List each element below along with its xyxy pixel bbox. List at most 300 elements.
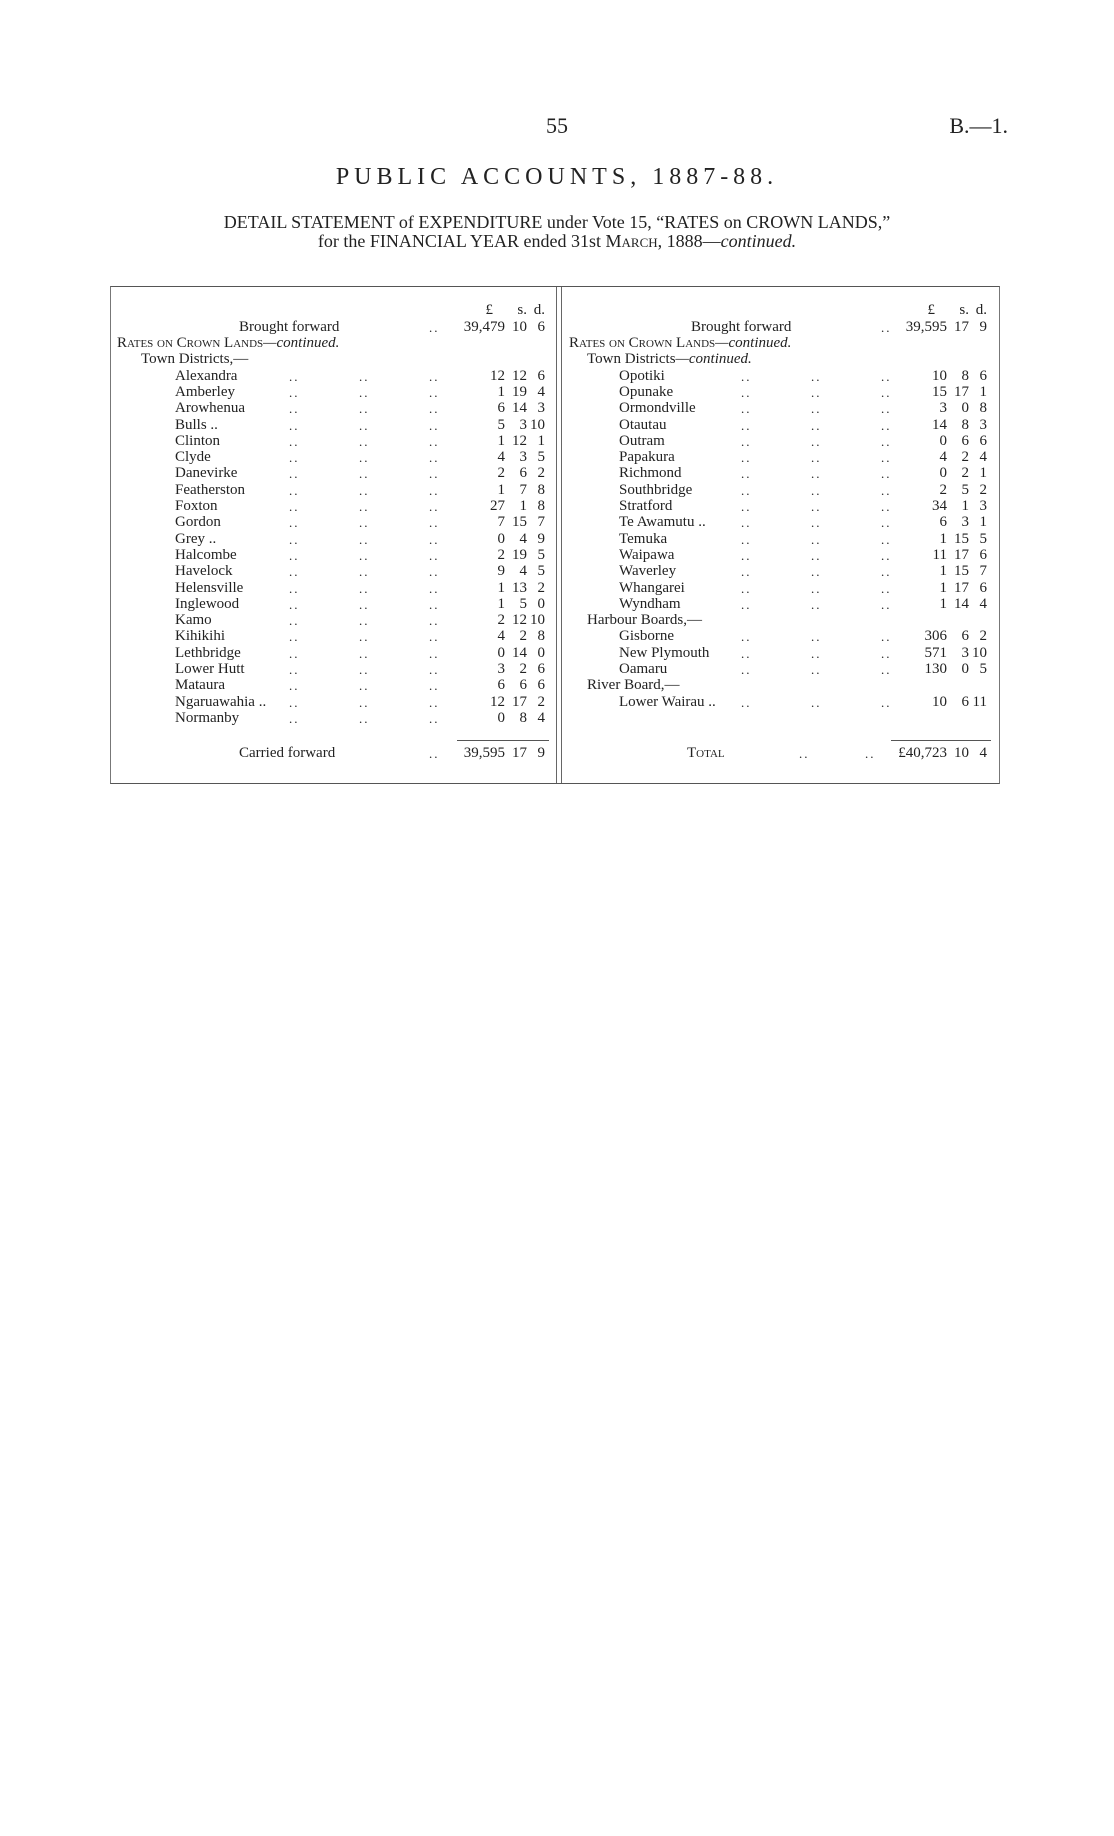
ledger-row [111, 531, 557, 548]
leader-dots: .. [359, 564, 370, 580]
leader-dots: .. [811, 645, 822, 661]
ledger-row [563, 694, 999, 711]
page-code: B.—1. [949, 113, 1008, 138]
amount-pence: 7 [537, 514, 545, 531]
amount-shillings: 14 [512, 644, 527, 661]
ledger-row [563, 482, 999, 499]
leader-dots: .. [289, 694, 300, 710]
carried-forward-amount [455, 745, 545, 762]
amount-pounds: 12 [490, 693, 505, 710]
amount-pounds: 34 [932, 498, 947, 514]
amount-shillings: 6 [519, 465, 527, 482]
leader-dots: .. [811, 384, 822, 400]
amount-pence: 1 [979, 465, 987, 482]
ledger-row [111, 417, 557, 434]
row-name: Alexandra [175, 367, 238, 384]
row-name: Lower Hutt [175, 661, 245, 677]
row-amount [897, 596, 987, 613]
total-label: Total [687, 745, 725, 761]
leader-dots: .. [359, 466, 370, 482]
row-name: Havelock [175, 563, 233, 580]
amount-pence: 6 [979, 432, 987, 449]
leader-dots: .. [741, 466, 752, 482]
amount-pounds: 1 [497, 481, 505, 498]
amount-pounds: 39,595 [463, 745, 505, 761]
amount-pounds: 0 [939, 432, 947, 449]
amount-pence: 5 [979, 661, 987, 677]
amount-shillings: 8 [961, 367, 969, 384]
amount-pence: 3 [537, 400, 545, 417]
leader-dots: .. [429, 384, 440, 400]
leader-dots: .. [429, 515, 440, 531]
leader-dots: .. [865, 746, 876, 761]
leader-dots: .. [881, 384, 892, 400]
leader-dots: .. [811, 694, 822, 710]
ledger-row [111, 384, 557, 401]
amount-shillings: 17 [954, 546, 969, 563]
amount-pounds: 6 [497, 400, 505, 417]
leader-dots: .. [289, 384, 300, 400]
row-name: Amberley [175, 383, 235, 400]
ledger-row [111, 400, 557, 417]
row-name: Grey .. [175, 530, 217, 547]
amount-pence: 1 [537, 432, 545, 449]
leader-dots: .. [811, 547, 822, 563]
row-amount [897, 547, 987, 564]
row-amount [455, 531, 545, 548]
leader-dots: .. [359, 629, 370, 645]
row-amount [455, 449, 545, 466]
amount-shillings: 17 [954, 319, 969, 335]
amount-shillings: 12 [512, 612, 527, 629]
leader-dots: .. [881, 499, 892, 514]
amount-shillings: 1 [519, 498, 527, 514]
subheading [563, 351, 999, 368]
amount-shillings: 6 [961, 432, 969, 449]
group-heading-text: Harbour Boards,— [587, 612, 702, 629]
leader-dots: .. [741, 580, 752, 596]
amount-pence: 6 [537, 319, 545, 335]
subtitle-month: March [605, 231, 658, 251]
leader-dots: .. [289, 596, 300, 612]
leader-dots: .. [741, 401, 752, 417]
leader-dots: .. [359, 499, 370, 514]
amount-shillings: 0 [961, 400, 969, 417]
leader-dots: .. [741, 515, 752, 531]
amount-pence: 2 [537, 693, 545, 710]
row-name: Gisborne [619, 628, 674, 645]
subheading-title: Town Districts [587, 351, 676, 368]
amount-shillings: 17 [954, 383, 969, 400]
leader-dots: .. [429, 694, 440, 710]
amount-pence: 1 [979, 514, 987, 531]
row-amount [897, 694, 987, 711]
amount-pence: 10 [972, 644, 987, 661]
amount-pence: 3 [979, 498, 987, 514]
carried-forward-label: Carried forward [239, 745, 336, 761]
amount-pounds: 1 [497, 579, 505, 596]
brought-forward-amount [455, 319, 545, 336]
amount-pounds: 1 [939, 595, 947, 612]
leader-dots: .. [289, 417, 300, 433]
leader-dots: .. [429, 564, 440, 580]
row-amount [455, 563, 545, 580]
ledger-row [111, 547, 557, 564]
amount-pence: 5 [537, 449, 545, 466]
leader-dots: .. [289, 547, 300, 563]
row-name: Richmond [619, 465, 682, 482]
amount-pence: 5 [537, 546, 545, 563]
amount-shillings: 2 [519, 661, 527, 677]
amount-pence: 1 [979, 383, 987, 400]
leader-dots: .. [881, 320, 892, 335]
amount-pence: 6 [979, 546, 987, 563]
leader-dots: .. [811, 499, 822, 514]
amount-pence: 2 [537, 465, 545, 482]
leader-dots: .. [741, 384, 752, 400]
leader-dots: .. [429, 531, 440, 547]
total-rule-line [891, 740, 991, 741]
ledger-table [110, 286, 1000, 784]
leader-dots: .. [881, 450, 892, 466]
amount-pounds: 4 [497, 449, 505, 466]
amount-shillings: 4 [519, 530, 527, 547]
row-name: Outram [619, 432, 665, 449]
row-name: Waverley [619, 563, 677, 580]
leader-dots: .. [429, 368, 440, 384]
amount-pence: 4 [537, 709, 545, 726]
amount-pence: 10 [530, 416, 545, 433]
leader-dots: .. [359, 433, 370, 449]
total-rule-line [457, 740, 549, 741]
leader-dots: .. [289, 433, 300, 449]
row-amount [455, 677, 545, 694]
row-amount [455, 400, 545, 417]
ledger-row [111, 563, 557, 580]
row-name: Whangarei [619, 579, 685, 596]
row-name: Normanby [175, 709, 240, 726]
amount-pounds: 1 [939, 563, 947, 580]
row-name: Gordon [175, 514, 221, 531]
leader-dots: .. [429, 320, 440, 335]
row-name: Lower Wairau .. [619, 693, 716, 710]
leader-dots: .. [359, 710, 370, 726]
amount-pounds: 0 [497, 709, 505, 726]
total-row [563, 745, 999, 762]
leader-dots: .. [741, 499, 752, 514]
group-heading-text: River Board,— [587, 677, 680, 694]
ledger-row [111, 612, 557, 629]
leader-dots: .. [359, 580, 370, 596]
amount-pounds: 2 [497, 465, 505, 482]
section-heading [111, 335, 557, 352]
left-column [111, 287, 557, 783]
carried-forward-row [111, 745, 557, 762]
amount-pence: 7 [979, 563, 987, 580]
leader-dots: .. [811, 417, 822, 433]
ledger-row [563, 596, 999, 613]
amount-pence: 8 [537, 481, 545, 498]
leader-dots: .. [741, 450, 752, 466]
amount-pence: 0 [537, 644, 545, 661]
leader-dots: .. [359, 645, 370, 661]
ledger-row [111, 710, 557, 727]
amount-shillings: 10 [954, 745, 969, 761]
amount-shillings: 10 [512, 319, 527, 335]
ledger-row [111, 482, 557, 499]
row-amount [455, 694, 545, 711]
row-name: Southbridge [619, 481, 693, 498]
ledger-row [111, 661, 557, 678]
ledger-row [563, 417, 999, 434]
row-amount [455, 710, 545, 727]
amount-pounds: 306 [924, 628, 947, 645]
leader-dots: .. [741, 694, 752, 710]
leader-dots: .. [811, 662, 822, 677]
amount-shillings: 12 [512, 367, 527, 384]
leader-dots: .. [811, 433, 822, 449]
amount-pounds: 2 [939, 481, 947, 498]
amount-pence: 8 [537, 498, 545, 514]
ledger-row [111, 677, 557, 694]
leader-dots: .. [881, 580, 892, 596]
amount-shillings: 2 [961, 449, 969, 466]
row-name: Featherston [175, 481, 245, 498]
subtitle-continued: continued. [720, 231, 797, 251]
leader-dots: .. [881, 531, 892, 547]
leader-dots: .. [741, 531, 752, 547]
amount-shillings: 17 [954, 579, 969, 596]
leader-dots: .. [429, 547, 440, 563]
row-amount [897, 580, 987, 597]
row-name: Wyndham [619, 595, 681, 612]
leader-dots: .. [881, 466, 892, 482]
amount-pounds: 10 [932, 693, 947, 710]
amount-shillings: 2 [961, 465, 969, 482]
leader-dots: .. [359, 450, 370, 466]
subheading-text [141, 351, 248, 368]
leader-dots: .. [881, 515, 892, 531]
amount-shillings: 14 [954, 595, 969, 612]
amount-shillings: 15 [954, 530, 969, 547]
ledger-row [563, 628, 999, 645]
amount-shillings: 17 [512, 693, 527, 710]
ledger-row [111, 465, 557, 482]
row-amount [897, 417, 987, 434]
section-heading [563, 335, 999, 352]
amount-pence: 0 [537, 595, 545, 612]
leader-dots: .. [429, 629, 440, 645]
leader-dots: .. [289, 368, 300, 384]
leader-dots: .. [359, 547, 370, 563]
amount-pounds: 3 [497, 661, 505, 677]
leader-dots: .. [289, 531, 300, 547]
leader-dots: .. [429, 580, 440, 596]
subheading-text [587, 351, 752, 368]
leader-dots: .. [289, 580, 300, 596]
leader-dots: .. [289, 450, 300, 466]
leader-dots: .. [429, 746, 440, 761]
row-amount [455, 612, 545, 629]
leader-dots: .. [429, 466, 440, 482]
pound-symbol: £ [927, 302, 935, 318]
leader-dots: .. [741, 662, 752, 677]
leader-dots: .. [811, 368, 822, 384]
amount-shillings: 15 [512, 514, 527, 531]
leader-dots: .. [289, 629, 300, 645]
brought-forward-label: Brought forward [691, 319, 792, 335]
ledger-row [563, 384, 999, 401]
leader-dots: .. [811, 629, 822, 645]
pence-symbol: d. [533, 302, 545, 318]
leader-dots: .. [741, 547, 752, 563]
amount-pence: 6 [979, 579, 987, 596]
leader-dots: .. [429, 710, 440, 726]
leader-dots: .. [429, 596, 440, 612]
row-amount [455, 465, 545, 482]
amount-pounds: 10 [932, 367, 947, 384]
row-amount [897, 531, 987, 548]
ledger-row [111, 694, 557, 711]
row-name: Mataura [175, 677, 225, 694]
leader-dots: .. [429, 645, 440, 661]
amount-shillings: 4 [519, 563, 527, 580]
amount-pence: 5 [979, 530, 987, 547]
amount-pounds: 27 [490, 498, 505, 514]
leader-dots: .. [429, 401, 440, 417]
row-name: Lethbridge [175, 644, 241, 661]
amount-pence: 4 [979, 745, 987, 761]
row-name: Foxton [175, 498, 218, 514]
amount-shillings: 14 [512, 400, 527, 417]
leader-dots: .. [289, 678, 300, 694]
row-amount [897, 384, 987, 401]
pound-symbol: £ [485, 302, 493, 318]
amount-pounds: 4 [939, 449, 947, 466]
amount-pounds: 2 [497, 546, 505, 563]
row-name: Bulls .. [175, 416, 218, 433]
amount-shillings: 15 [954, 563, 969, 580]
row-name: Arowhenua [175, 400, 245, 417]
amount-pounds: 1 [939, 530, 947, 547]
amount-pounds: 0 [497, 644, 505, 661]
amount-pounds: 3 [939, 400, 947, 417]
amount-shillings: 12 [512, 432, 527, 449]
leader-dots: .. [359, 482, 370, 498]
row-name: Kamo [175, 612, 212, 629]
ledger-row [563, 433, 999, 450]
leader-dots: .. [429, 662, 440, 677]
amount-pounds: 1 [497, 383, 505, 400]
leader-dots: .. [811, 515, 822, 531]
row-amount [455, 645, 545, 662]
shilling-symbol: s. [959, 302, 969, 318]
group-heading [563, 612, 999, 629]
row-amount [455, 580, 545, 597]
row-amount [455, 498, 545, 515]
leader-dots: .. [429, 417, 440, 433]
amount-pence: 6 [537, 367, 545, 384]
row-name: Papakura [619, 449, 675, 466]
leader-dots: .. [359, 678, 370, 694]
leader-dots: .. [429, 450, 440, 466]
row-amount [455, 384, 545, 401]
row-amount [897, 465, 987, 482]
amount-pence: 9 [537, 745, 545, 761]
leader-dots: .. [289, 466, 300, 482]
amount-shillings: 3 [961, 644, 969, 661]
page-number: 55 [546, 113, 568, 138]
brought-forward-amount [897, 319, 987, 336]
amount-pounds: 4 [497, 628, 505, 645]
ledger-row [111, 368, 557, 385]
section-heading-text [569, 335, 791, 352]
amount-pence: 11 [972, 693, 987, 710]
amount-pounds: 130 [924, 661, 947, 677]
row-amount [897, 628, 987, 645]
amount-pence: 4 [979, 595, 987, 612]
amount-pence: 5 [537, 563, 545, 580]
ledger-row [563, 580, 999, 597]
row-amount [897, 433, 987, 450]
ledger-row [563, 368, 999, 385]
row-amount [897, 563, 987, 580]
row-amount [455, 482, 545, 499]
amount-pence: 3 [979, 416, 987, 433]
amount-pence: 6 [537, 677, 545, 694]
leader-dots: .. [741, 482, 752, 498]
leader-dots: .. [289, 499, 300, 514]
row-name: Temuka [619, 530, 668, 547]
amount-shillings: 8 [519, 709, 527, 726]
row-name: Opunake [619, 383, 674, 400]
amount-pounds: 14 [932, 416, 947, 433]
ledger-row [111, 449, 557, 466]
amount-pounds: 0 [497, 530, 505, 547]
ledger-row [111, 498, 557, 515]
row-amount [455, 433, 545, 450]
amount-pence: 8 [979, 400, 987, 417]
amount-pounds: 1 [497, 595, 505, 612]
brought-forward-row [111, 319, 557, 336]
subheading-title: Town Districts,— [141, 351, 249, 368]
leader-dots: .. [359, 368, 370, 384]
amount-shillings: 13 [512, 579, 527, 596]
leader-dots: .. [359, 694, 370, 710]
leader-dots: .. [811, 466, 822, 482]
ledger-row [563, 531, 999, 548]
leader-dots: .. [289, 564, 300, 580]
row-name: Inglewood [175, 595, 240, 612]
amount-pence: 4 [979, 449, 987, 466]
subtitle-line-2 [0, 232, 1114, 251]
leader-dots: .. [881, 694, 892, 710]
leader-dots: .. [359, 417, 370, 433]
leader-dots: .. [289, 401, 300, 417]
row-amount [897, 400, 987, 417]
ledger-row [563, 465, 999, 482]
leader-dots: .. [429, 482, 440, 498]
section-heading-title: Rates on Crown Lands [569, 335, 716, 351]
section-heading-text [117, 335, 339, 352]
main-title: PUBLIC ACCOUNTS, 1887-88. [335, 164, 779, 190]
subtitle-line-2-a: for the FINANCIAL YEAR ended 31st [317, 231, 601, 251]
row-amount [897, 498, 987, 515]
amount-shillings: 8 [961, 416, 969, 433]
leader-dots: .. [881, 596, 892, 612]
ledger-row [563, 661, 999, 678]
amount-pence: 2 [537, 579, 545, 596]
